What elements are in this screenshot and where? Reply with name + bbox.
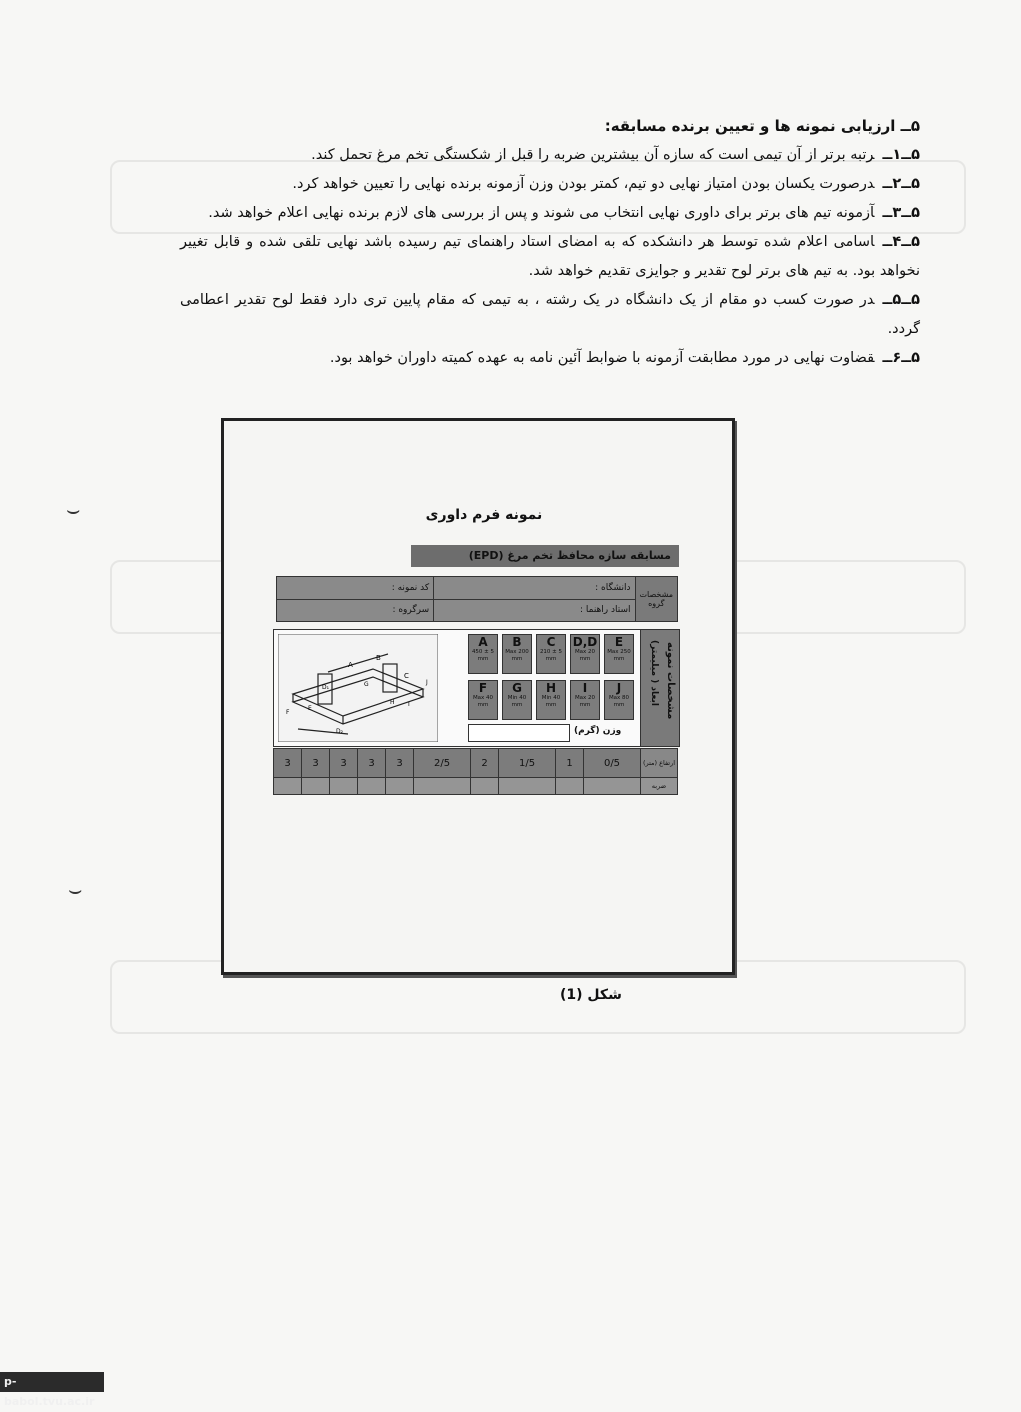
specs-header: مشخصات نمونه: [665, 642, 676, 720]
rule-text: اسامی اعلام شده توسط هر دانشکده که به امضای استاد راهنمای تیم رسیده باشد نهایی تلقی شده و قابل تغییر نخواهد بود. به تیم های برتر لوح تقدیر و جوایزی تقدیم خواهد شد.: [180, 234, 920, 279]
dim-cell-F: F Max 40 mm: [468, 680, 498, 720]
height-cell: 2: [471, 749, 499, 778]
rule-number: ۵ــ۶ــ: [882, 350, 920, 366]
rule-paragraph: [180, 344, 920, 373]
dim-cell-D: D,D Max 20 mm: [570, 634, 600, 674]
rule-number: ۵ــ۵ــ: [882, 292, 920, 308]
dim-cell-I: I Max 20 mm: [570, 680, 600, 720]
pen-mark: ⌣: [68, 878, 83, 903]
diagram-label-F: F: [286, 709, 290, 716]
diagram-label-A: A: [348, 661, 353, 669]
hit-cell: [499, 778, 556, 795]
diagram-label-D2: D₂: [336, 728, 344, 735]
dims-label: ابعاد ( میلیمتر): [649, 640, 659, 706]
judging-form-figure: [221, 418, 735, 975]
hit-cell: [386, 778, 414, 795]
hit-cell: [556, 778, 584, 795]
height-cell: 1: [556, 749, 584, 778]
hit-row-label: ضربه: [641, 778, 678, 795]
diagram-label-J: J: [426, 679, 428, 686]
advisor-field: استاد راهنما :: [434, 599, 635, 622]
diagram-label-G: G: [364, 681, 369, 688]
hit-cell: [414, 778, 471, 795]
structure-diagram: [278, 634, 438, 742]
specs-header-column: [640, 630, 679, 746]
height-cell: 0/5: [584, 749, 641, 778]
dim-cell-H: H Min 40 mm: [536, 680, 566, 720]
rule-paragraph: [180, 199, 920, 228]
team-lead-field: سرگروه :: [277, 599, 434, 622]
dim-cell-C: C 210 ± 5 mm: [536, 634, 566, 674]
height-cell: 1/5: [499, 749, 556, 778]
rule-paragraph: [180, 228, 920, 286]
section-heading: ۵ــ ارزیابی نمونه ها و تعیین برنده مسابقه:: [604, 117, 920, 135]
dim-cell-E: E Max 250 mm: [604, 634, 634, 674]
dim-cell-J: J Max 80 mm: [604, 680, 634, 720]
rule-paragraph: [180, 170, 920, 199]
drop-height-table: [273, 748, 678, 795]
rule-text: در صورت کسب دو مقام از یک دانشگاه در یک رشته ، به تیمی که مقام پایین تری دارد فقط لوح تقدیر اعطامی گردد.: [180, 292, 920, 337]
height-cell: 3: [302, 749, 330, 778]
rule-text: آزمونه تیم های برتر برای داوری نهایی انتخاب می شوند و پس از بررسی های لازم برنده نهایی اعلام خواهد شد.: [208, 205, 875, 221]
pen-mark: ⌣: [66, 498, 81, 523]
height-cell: 3: [274, 749, 302, 778]
group-header: مشخصات گروه: [635, 577, 677, 622]
hit-cell: [358, 778, 386, 795]
group-info-table: [276, 576, 678, 622]
rules-section: [180, 112, 920, 373]
diagram-label-I: I: [408, 701, 410, 708]
specs-panel: [273, 629, 680, 747]
height-cell: 3: [358, 749, 386, 778]
competition-title-bar: مسابقه سازه محافظ تخم مرغ (EPD): [411, 545, 679, 567]
site-footer-label: p-babol.tvu.ac.ir: [0, 1372, 104, 1392]
weight-field: [468, 724, 570, 742]
university-field: دانشگاه :: [434, 577, 635, 600]
form-title: نمونه فرم داوری: [425, 507, 543, 523]
dim-cell-A: A 450 ± 5 mm: [468, 634, 498, 674]
weight-label: وزن (گرم): [574, 726, 622, 736]
hit-cell: [302, 778, 330, 795]
rule-paragraph: [180, 141, 920, 170]
diagram-label-D1: D₁: [322, 684, 330, 691]
rule-number: ۵ــ۳ــ: [882, 205, 920, 221]
rule-text: قضاوت نهایی در مورد مطابقت آزمونه با ضوابط آئین نامه به عهده کمیته داوران خواهد بود.: [329, 350, 875, 366]
hit-cell: [584, 778, 641, 795]
height-cell: 2/5: [414, 749, 471, 778]
hit-cell: [471, 778, 499, 795]
diagram-label-E: E: [308, 705, 312, 712]
height-cell: 3: [386, 749, 414, 778]
dim-cell-G: G Min 40 mm: [502, 680, 532, 720]
rule-number: ۵ــ۴ــ: [882, 234, 920, 250]
diagram-label-B: B: [376, 654, 381, 662]
height-row-label: ارتفاع (متر): [641, 749, 678, 778]
diagram-label-H: H: [390, 699, 395, 706]
height-cell: 3: [330, 749, 358, 778]
diagram-label-C: C: [404, 672, 409, 680]
rule-number: ۵ــ۱ــ: [882, 147, 920, 163]
rule-text: رتبه برتر از آن تیمی است که سازه آن بیشترین ضربه را قبل از شکستگی تخم مرغ تحمل کند.: [311, 147, 875, 163]
hit-cell: [330, 778, 358, 795]
figure-caption: شکل (1): [560, 987, 622, 1003]
sample-code-field: کد نمونه :: [277, 577, 434, 600]
dim-cell-B: B Max 200 mm: [502, 634, 532, 674]
rule-text: درصورت یکسان بودن امتیاز نهایی دو تیم، کمتر بودن وزن آزمونه برنده نهایی را تعیین خواهد کرد.: [292, 176, 875, 192]
rule-number: ۵ــ۲ــ: [882, 176, 920, 192]
hit-cell: [274, 778, 302, 795]
rule-paragraph: [180, 286, 920, 344]
